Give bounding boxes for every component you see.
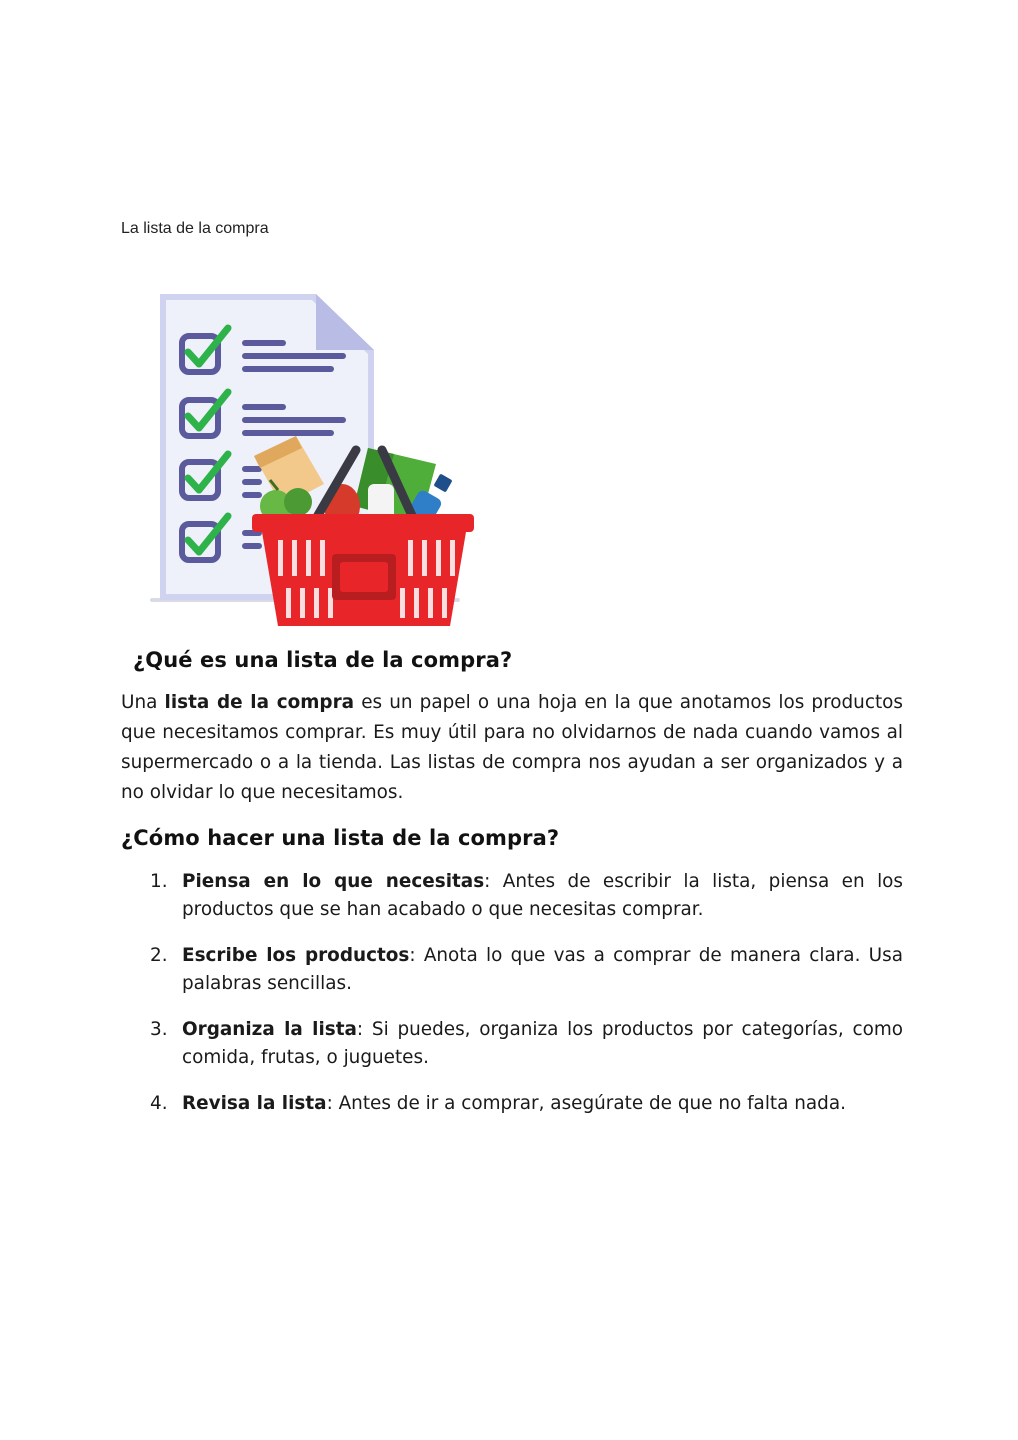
shopping-list-basket-icon	[146, 288, 480, 634]
step-text: : Si puedes, organiza los productos por categorías, como comida, frutas, o juguetes.	[182, 1019, 903, 1068]
list-item	[121, 1016, 903, 1072]
heading-how-to: ¿Cómo hacer una lista de la compra?	[121, 826, 560, 850]
basket	[252, 514, 474, 626]
step-number: 1.	[150, 871, 168, 892]
list-item	[121, 868, 903, 924]
step-title: Escribe los productos	[182, 945, 410, 966]
list-item	[121, 942, 903, 998]
bold-term: lista de la compra	[164, 692, 355, 713]
step-title: Organiza la lista	[182, 1019, 357, 1040]
intro-paragraph: Una lista de la compra es un papel o una hoja en la que anotamos los productos que necesitamos comprar. Es muy útil para no olvidarnos de nada cuando vamos al supermercado o a la tienda. Las listas de compra nos ayudan a ser organizados y a no olvidar lo que necesitamos.	[121, 692, 903, 803]
step-number: 2.	[150, 945, 168, 966]
step-title: Revisa la lista	[182, 1093, 327, 1114]
step-text: : Antes de escribir la lista, piensa en los productos que se han acabado o que necesitas comprar.	[182, 871, 904, 920]
steps-list	[121, 868, 903, 1136]
step-text: : Antes de ir a comprar, asegúrate de que no falta nada.	[326, 1093, 846, 1114]
document-title: La lista de la compra	[121, 220, 269, 237]
step-title: Piensa en lo que necesitas	[182, 871, 485, 892]
step-number: 3.	[150, 1019, 168, 1040]
step-text: : Anota lo que vas a comprar de manera clara. Usa palabras sencillas.	[182, 945, 903, 994]
heading-what-is: ¿Qué es una lista de la compra?	[133, 648, 513, 672]
list-item	[121, 1090, 903, 1118]
step-number: 4.	[150, 1093, 168, 1114]
